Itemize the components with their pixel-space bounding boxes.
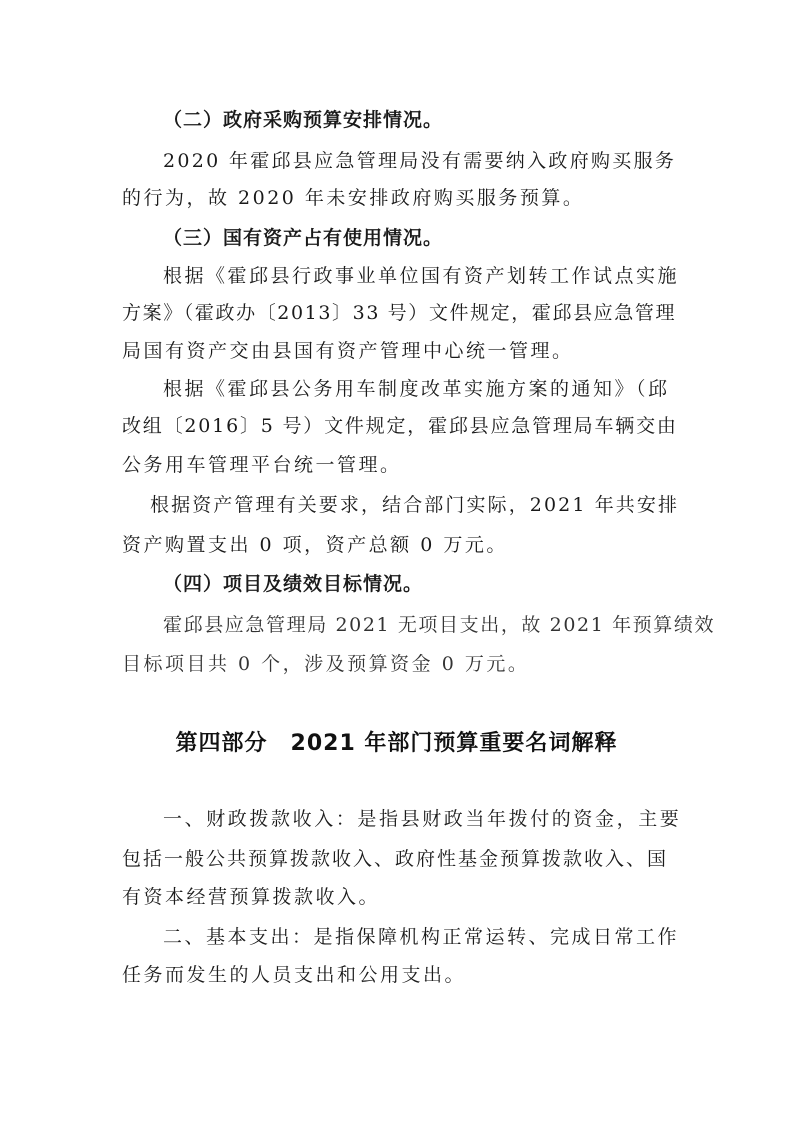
part4-item2-line-2: 任务而发生的人员支出和公用支出。 (122, 964, 467, 986)
procurement-line-1: 2020 年霍邱县应急管理局没有需要纳入政府购买服务 (163, 150, 677, 172)
procurement-heading: （二）政府采购预算安排情况。 (163, 109, 444, 131)
assets-para3-line-1: 根据资产管理有关要求，结合部门实际，2021 年共安排 (150, 494, 680, 516)
part4-item1-line-2: 包括一般公共预算拨款收入、政府性基金预算拨款收入、国 (122, 848, 669, 870)
procurement-line-2: 的行为，故 2020 年未安排政府购买服务预算。 (122, 187, 585, 209)
projects-line-2: 目标项目共 0 个，涉及预算资金 0 万元。 (122, 653, 530, 675)
part4-title: 第四部分 2021 年部门预算重要名词解释 (175, 731, 618, 756)
part4-item2-line-1: 二、基本支出：是指保障机构正常运转、完成日常工作 (163, 926, 680, 948)
projects-heading: （四）项目及绩效目标情况。 (163, 573, 424, 595)
assets-para3-line-2: 资产购置支出 0 项，资产总额 0 万元。 (122, 534, 508, 556)
assets-para1-line-1: 根据《霍邱县行政事业单位国有资产划转工作试点实施 (163, 265, 680, 287)
projects-line-1: 霍邱县应急管理局 2021 无项目支出，故 2021 年预算绩效 (163, 614, 716, 636)
assets-para2-line-2: 改组〔2016〕5 号）文件规定，霍邱县应急管理局车辆交由 (122, 415, 678, 437)
assets-para1-line-3: 局国有资产交由县国有资产管理中心统一管理。 (122, 340, 574, 362)
part4-item1-line-3: 有资本经营预算拨款收入。 (122, 886, 381, 908)
assets-heading: （三）国有资产占有使用情况。 (163, 227, 444, 249)
assets-para1-line-2: 方案》（霍政办〔2013〕33 号）文件规定，霍邱县应急管理 (122, 302, 677, 324)
assets-para2-line-1: 根据《霍邱县公务用车制度改革实施方案的通知》（邱 (163, 378, 670, 400)
assets-para2-line-3: 公务用车管理平台统一管理。 (122, 454, 402, 476)
part4-item1-line-1: 一、财政拨款收入：是指县财政当年拨付的资金，主要 (163, 808, 682, 830)
